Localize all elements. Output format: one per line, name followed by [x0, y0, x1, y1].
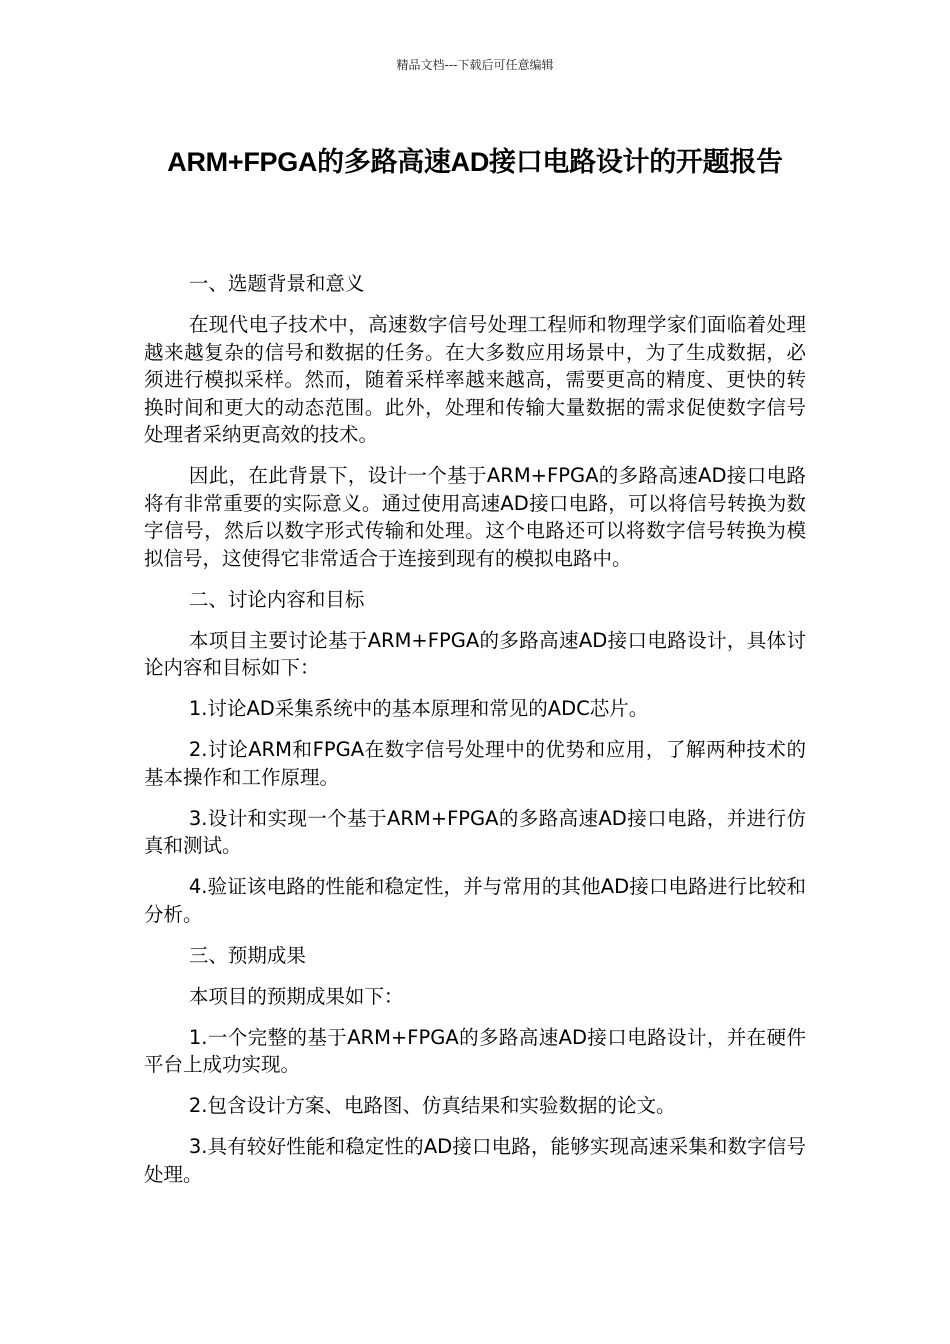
paragraph-background-2: 因此，在此背景下，设计一个基于ARM+FPGA的多路高速AD接口电路将有非常重要的实际意义。通过使用高速AD接口电路，可以将信号转换为数字信号，然后以数字形式传输和处理。这个电路还可以将数字信号转换为模拟信号，这使得它非常适合于连接到现有的模拟电路中。 — [144, 464, 806, 570]
section-heading-background: 一、选题背景和意义 — [188, 272, 365, 295]
document-title: ARM+FPGA的多路高速AD接口电路设计的开题报告 — [167, 147, 783, 177]
header-note: 精品文档---下载后可任意编辑 — [396, 58, 554, 72]
section-heading-content: 二、讨论内容和目标 — [188, 587, 365, 611]
list-item-results-2: 2.包含设计方案、电路图、仿真结果和实验数据的论文。 — [188, 1094, 676, 1117]
paragraph-results-intro: 本项目的预期成果如下： — [188, 984, 404, 1008]
paragraph-background-1: 在现代电子技术中，高速数字信号处理工程师和物理学家们面临着处理越来越复杂的信号和数据的任务。在大多数应用场景中，为了生成数据，必须进行模拟采样。然而，随着采样率越来越高，需要更高的精度、更快的转换时间和更大的动态范围。此外，处理和传输大量数据的需求促使数字信号处理者采纳更高效的技术。 — [144, 313, 806, 446]
list-item-content-4: 4.验证该电路的性能和稳定性，并与常用的其他AD接口电路进行比较和分析。 — [144, 875, 806, 926]
list-item-content-2: 2.讨论ARM和FPGA在数字信号处理中的优势和应用，了解两种技术的基本操作和工作原理。 — [144, 738, 806, 789]
list-item-results-3: 3.具有较好性能和稳定性的AD接口电路，能够实现高速采集和数字信号处理。 — [144, 1135, 806, 1186]
list-item-results-1: 1.一个完整的基于ARM+FPGA的多路高速AD接口电路设计，并在硬件平台上成功实现。 — [144, 1025, 806, 1076]
paragraph-content-intro: 本项目主要讨论基于ARM+FPGA的多路高速AD接口电路设计，具体讨论内容和目标如下： — [144, 628, 806, 679]
document-body — [144, 270, 806, 1202]
section-heading-results: 三、预期成果 — [188, 943, 306, 967]
list-item-content-1: 1.讨论AD采集系统中的基本原理和常见的ADC芯片。 — [188, 697, 649, 720]
list-item-content-3: 3.设计和实现一个基于ARM+FPGA的多路高速AD接口电路，并进行仿真和测试。 — [144, 806, 806, 857]
